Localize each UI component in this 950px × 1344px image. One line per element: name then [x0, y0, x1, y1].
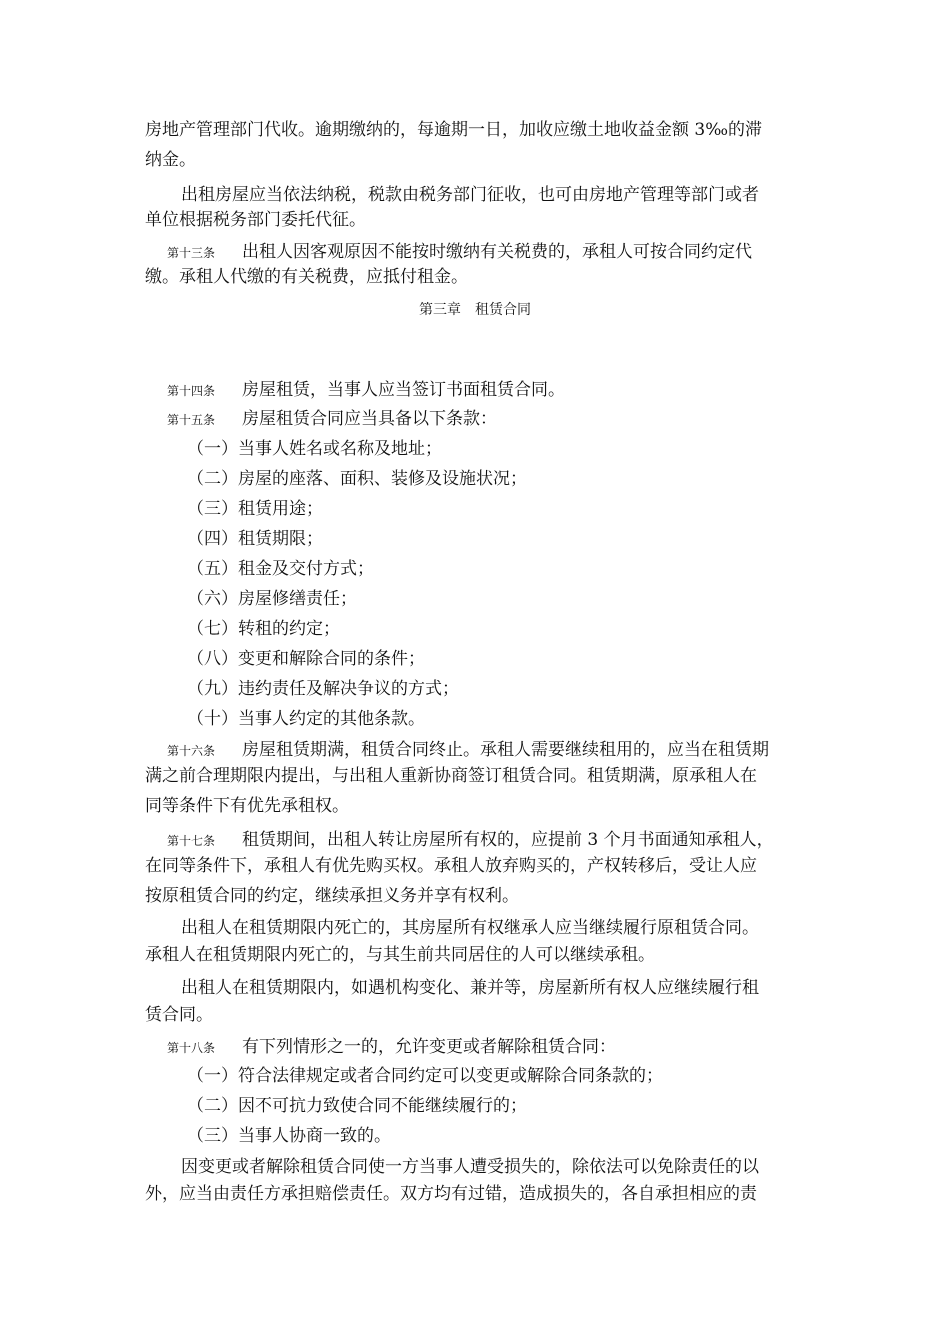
- article-15-line: [145, 407, 810, 431]
- text-line: 同等条件下有优先承租权。: [145, 796, 349, 816]
- text-line: 在同等条件下，承租人有优先购买权。承租人放弃购买的，产权转移后，受让人应: [145, 856, 757, 876]
- text-line: 因变更或者解除租赁合同使一方当事人遭受损失的，除依法可以免除责任的以: [181, 1157, 759, 1177]
- article-text: 房屋租赁合同应当具备以下条款：: [242, 409, 497, 429]
- article-16-line: [145, 738, 810, 762]
- article-label: 第十七条: [167, 834, 216, 848]
- list-item: （八）变更和解除合同的条件；: [187, 649, 425, 669]
- list-item: （九）违约责任及解决争议的方式；: [187, 679, 459, 699]
- text-line: 外，应当由责任方承担赔偿责任。双方均有过错，造成损失的，各自承担相应的责: [145, 1184, 757, 1204]
- text-line: 赁合同。: [145, 1005, 213, 1025]
- list-item: （三）租赁用途；: [187, 499, 323, 519]
- list-item: （三）当事人协商一致的。: [187, 1126, 391, 1146]
- list-item: （一）符合法律规定或者合同约定可以变更或解除合同条款的；: [187, 1066, 663, 1086]
- list-item: （二）因不可抗力致使合同不能继续履行的；: [187, 1096, 527, 1116]
- list-item: （六）房屋修缮责任；: [187, 589, 357, 609]
- text-line: 单位根据税务部门委托代征。: [145, 210, 366, 230]
- list-item: （七）转租的约定；: [187, 619, 340, 639]
- text-line: 按原租赁合同的约定，继续承担义务并享有权利。: [145, 886, 519, 906]
- list-item: （十）当事人约定的其他条款。: [187, 709, 425, 729]
- article-18-line: [145, 1035, 810, 1059]
- article-text: 有下列情形之一的，允许变更或者解除租赁合同：: [242, 1037, 616, 1057]
- article-label: 第十八条: [167, 1041, 216, 1055]
- list-item: （四）租赁期限；: [187, 529, 323, 549]
- article-text: 租赁期间，出租人转让房屋所有权的，应提前 3 个月书面通知承租人，: [242, 830, 774, 850]
- list-item: （一）当事人姓名或名称及地址；: [187, 439, 442, 459]
- list-item: （二）房屋的座落、面积、装修及设施状况；: [187, 469, 527, 489]
- text-line: 出租人在租赁期限内，如遇机构变化、兼并等，房屋新所有权人应继续履行租: [181, 978, 759, 998]
- text-line: 出租房屋应当依法纳税，税款由税务部门征收，也可由房地产管理等部门或者: [181, 185, 759, 205]
- article-label: 第十四条: [167, 384, 216, 398]
- article-label: 第十三条: [167, 246, 216, 260]
- article-label: 第十六条: [167, 744, 216, 758]
- article-17-line: [145, 828, 810, 852]
- text-line: 房地产管理部门代收。逾期缴纳的，每逾期一日，加收应缴土地收益金额 3‰的滞: [145, 120, 763, 140]
- text-line: 承租人在租赁期限内死亡的，与其生前共同居住的人可以继续承租。: [145, 945, 655, 965]
- article-text: 房屋租赁，当事人应当签订书面租赁合同。: [242, 380, 565, 400]
- article-14-line: [145, 378, 810, 402]
- article-13-line: [145, 240, 810, 264]
- list-item: （五）租金及交付方式；: [187, 559, 374, 579]
- chapter-heading: 第三章 租赁合同: [419, 302, 531, 318]
- text-line: 满之前合理期限内提出，与出租人重新协商签订租赁合同。租赁期满，原承租人在: [145, 766, 757, 786]
- article-text: 出租人因客观原因不能按时缴纳有关税费的，承租人可按合同约定代: [242, 242, 752, 262]
- text-line: 缴。承租人代缴的有关税费，应抵付租金。: [145, 267, 468, 287]
- article-label: 第十五条: [167, 413, 216, 427]
- text-line: 纳金。: [145, 150, 196, 170]
- article-text: 房屋租赁期满，租赁合同终止。承租人需要继续租用的，应当在租赁期: [242, 740, 769, 760]
- text-line: 出租人在租赁期限内死亡的，其房屋所有权继承人应当继续履行原租赁合同。: [181, 918, 759, 938]
